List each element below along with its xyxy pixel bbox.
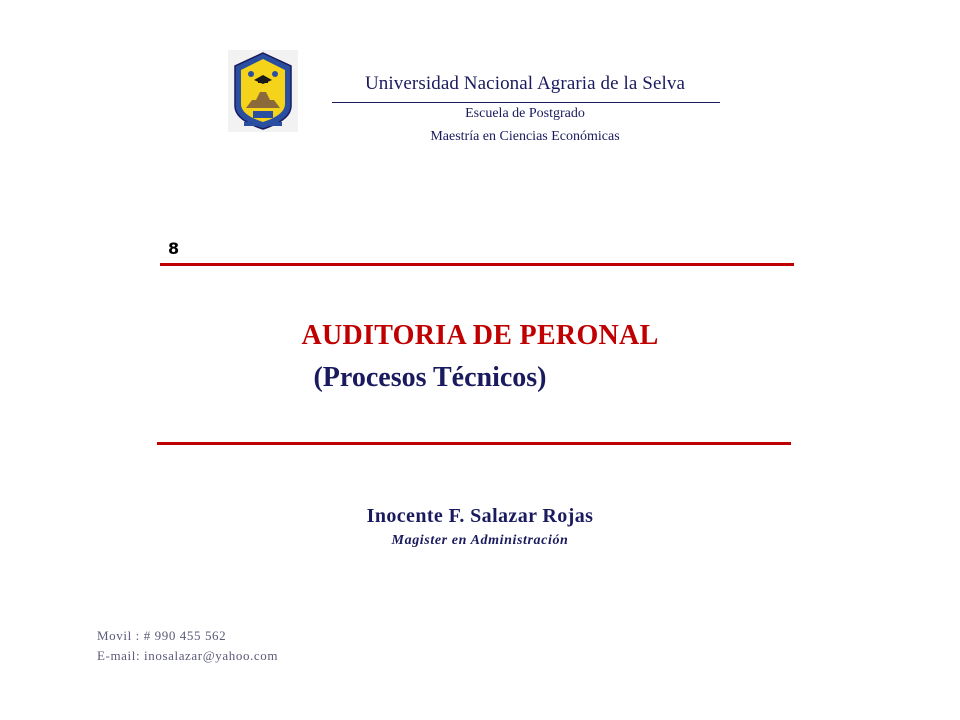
title-top-rule <box>160 263 794 266</box>
university-name: Universidad Nacional Agraria de la Selva <box>364 73 686 94</box>
slide-number: 8 <box>168 239 180 258</box>
slide-subtitle: (Procesos Técnicos) <box>313 362 547 393</box>
program-name: Maestría en Ciencias Económicas <box>430 129 620 144</box>
contact-phone: Movil : # 990 455 562 <box>97 628 227 643</box>
university-logo <box>228 50 298 132</box>
author-degree: Magister en Administración <box>391 533 569 548</box>
school-name: Escuela de Postgrado <box>465 106 585 121</box>
header-divider <box>332 102 720 103</box>
title-bottom-rule <box>157 442 791 445</box>
contact-email: E-mail: inosalazar@yahoo.com <box>97 648 279 663</box>
slide-title: AUDITORIA DE PERONAL <box>301 320 659 351</box>
author-name: Inocente F. Salazar Rojas <box>366 505 594 527</box>
